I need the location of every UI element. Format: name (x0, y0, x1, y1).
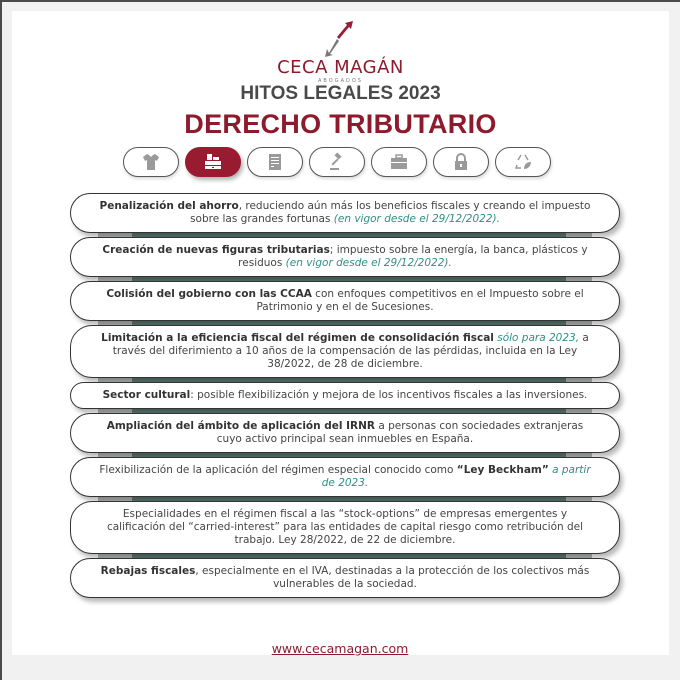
category-tabs (123, 147, 551, 179)
list-item: Flexibilización de la aplicación del régimen especial conocido como “Ley Beckham” a partir de 2023. (70, 457, 620, 497)
logo (12, 19, 669, 84)
lock-icon (451, 152, 471, 172)
list-item: Limitación a la eficiencia fiscal del régimen de consolidación fiscal sólo para 2023, a través del diferimiento a 10 años de la compensación de las pérdidas, incluida en la Ley 38/2022, de 28 de diciembre. (70, 325, 620, 378)
briefcase-icon (389, 152, 409, 172)
tab-documents[interactable] (247, 147, 303, 177)
logo-subtitle: ABOGADOS (318, 78, 363, 84)
website-link[interactable]: www.cecamagan.com (271, 641, 409, 656)
page-title: DERECHO TRIBUTARIO (184, 109, 497, 139)
shirt-icon (141, 152, 161, 172)
list-item: Especialidades en el régimen fiscal a las “stock-options” de empresas emergentes y calificación del “carried-interest” para las entidades de capital riesgo como retribución del trabajo. Ley 28/2022, de 22 de diciembre. (70, 501, 620, 554)
logo-arrows-icon (323, 19, 359, 59)
list-item: Ampliación del ámbito de aplicación del IRNR a personas con sociedades extranjeras cuyo activo principal sean inmuebles en España. (70, 413, 620, 453)
list-item: Sector cultural: posible flexibilización y mejora de los incentivos fiscales a las inversiones. (70, 382, 620, 409)
infographic-card (12, 11, 669, 655)
cash-register-icon (203, 152, 223, 172)
document-icon (265, 152, 285, 172)
list-item: Colisión del gobierno con las CCAA con enfoques competitivos en el Impuesto sobre el Patrimonio y en el de Sucesiones. (70, 281, 620, 321)
tab-tax[interactable] (185, 147, 241, 177)
logo-name: CECA MAGÁN (277, 57, 404, 78)
gavel-icon (327, 152, 347, 172)
tab-labor[interactable] (123, 147, 179, 177)
milestone-list (70, 193, 620, 598)
frame-border-top (0, 0, 680, 2)
tab-litigation[interactable] (309, 147, 365, 177)
recycle-leaf-icon (513, 152, 533, 172)
list-item: Creación de nuevas figuras tributarias; impuesto sobre la energía, la banca, plásticos y residuos (en vigor desde el 29/12/2022). (70, 237, 620, 277)
tab-privacy[interactable] (433, 147, 489, 177)
page-subtitle: HITOS LEGALES 2023 (240, 83, 441, 104)
list-item: Penalización del ahorro, reduciendo aún más los beneficios fiscales y creando el impuesto sobre las grandes fortunas (en vigor desde el 29/12/2022). (70, 193, 620, 233)
tab-environment[interactable] (495, 147, 551, 177)
tab-corporate[interactable] (371, 147, 427, 177)
list-item: Rebajas fiscales, especialmente en el IVA, destinadas a la protección de los colectivos más vulnerables de la sociedad. (70, 558, 620, 598)
frame-border-left (0, 0, 2, 680)
